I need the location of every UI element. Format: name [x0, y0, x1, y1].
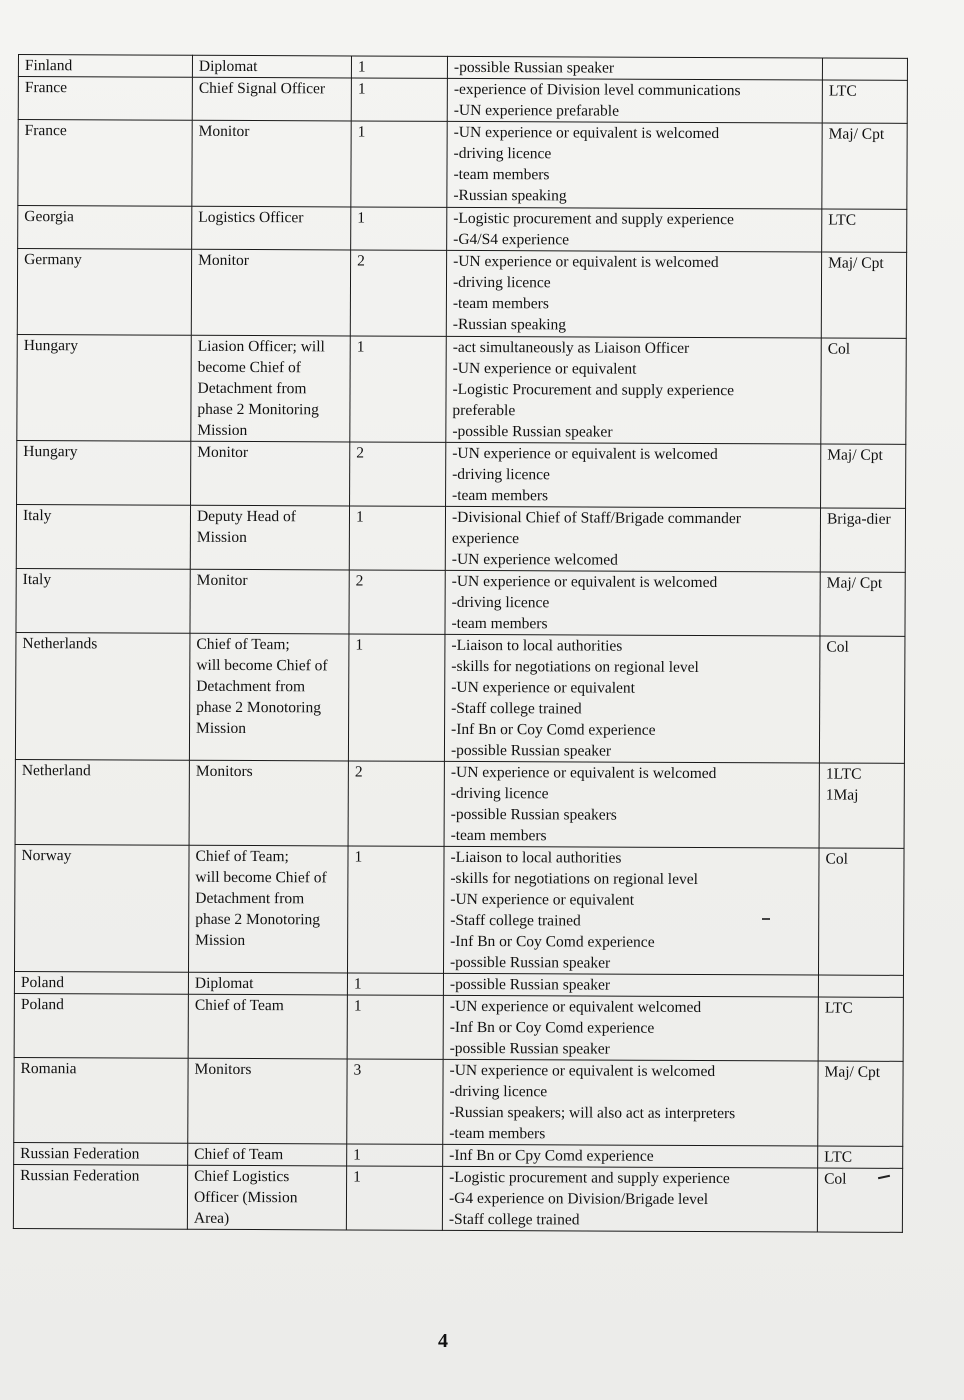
personnel-count: 1 [355, 636, 364, 654]
requirement-line: -Staff college trained [448, 1210, 580, 1229]
requirement-line: -possible Russian speaker [449, 1039, 610, 1058]
requirement-line: -UN experience or equivalent [451, 678, 636, 697]
table-row [18, 120, 907, 210]
requirement-line: experience [451, 529, 520, 548]
requirement-line: -driving licence [453, 144, 552, 163]
position-line: Mission [197, 421, 248, 440]
country-name: Poland [20, 974, 65, 992]
number-cell [347, 846, 444, 973]
staffing-table [13, 54, 908, 1233]
requirement-line: -Russian speaking [452, 315, 567, 334]
position-line: Officer (Mission [193, 1188, 298, 1207]
requirement-line: -skills for negotiations on regional level [450, 869, 698, 888]
number-cell [349, 506, 445, 570]
requirements-cell [444, 634, 820, 763]
country-name: Russian Federation [20, 1145, 140, 1163]
number-cell [351, 121, 447, 207]
rank-value: 1LTC 1Maj [825, 765, 862, 804]
requirements-cell [445, 506, 820, 572]
personnel-count: 1 [357, 209, 366, 227]
position-cell [188, 845, 348, 973]
position-cell [192, 77, 351, 121]
position-line: Chief of Team; [195, 847, 289, 866]
rank-value: Col [825, 850, 848, 868]
country-name: Netherlands [22, 635, 98, 653]
table-row [18, 206, 907, 253]
rank-value: Col [827, 340, 851, 358]
country-name: Germany [24, 251, 82, 269]
position-cell [192, 120, 351, 207]
requirements-cell [444, 761, 819, 848]
requirement-line: -G4 experience on Division/Brigade level [448, 1189, 709, 1209]
position-line: Detachment from [197, 379, 307, 398]
personnel-count: 1 [356, 338, 365, 356]
rank-cell [818, 848, 904, 975]
requirement-line: -possible Russian speakers [450, 805, 617, 824]
table-row [17, 334, 906, 444]
country-name: Hungary [23, 443, 78, 461]
rank-value: Maj/ Cpt [828, 125, 885, 143]
rank-value: LTC [824, 1148, 853, 1166]
personnel-count: 2 [357, 252, 365, 270]
number-cell [350, 250, 446, 336]
requirement-line: -possible Russian speaker [450, 741, 612, 760]
position-cell [188, 994, 347, 1059]
position-line: Chief Signal Officer [198, 79, 326, 98]
requirements-cell [443, 1144, 818, 1168]
table-row [16, 568, 905, 636]
rank-cell [821, 338, 906, 444]
country-cell [15, 632, 190, 760]
country-cell [14, 971, 188, 994]
rank-cell [819, 763, 904, 848]
requirements-cell [442, 1166, 817, 1232]
requirement-line: -driving licence [451, 593, 550, 612]
number-cell [346, 1166, 442, 1230]
position-line: Monitor [197, 443, 249, 462]
position-line: Mission [196, 719, 247, 738]
rank-value: LTC [828, 211, 857, 229]
rank-cell [819, 636, 905, 763]
position-cell [189, 760, 348, 846]
position-cell [191, 335, 350, 442]
personnel-count: 1 [357, 58, 366, 76]
number-cell [347, 995, 443, 1059]
position-line: Monitor [198, 251, 249, 270]
rank-cell [822, 58, 907, 80]
rank-cell [820, 508, 905, 572]
requirement-line: -UN experience or equivalent is welcomed [450, 763, 717, 783]
personnel-count: 2 [355, 572, 364, 590]
requirements-cell [443, 1059, 818, 1146]
number-cell [350, 336, 446, 442]
position-cell [188, 972, 347, 995]
requirements-cell [447, 121, 822, 209]
rank-cell [821, 444, 906, 508]
page-number: 4 [438, 1330, 448, 1352]
country-cell [16, 504, 190, 569]
requirement-line: -Divisional Chief of Staff/Brigade commander [451, 508, 742, 528]
rank-value: Col [826, 638, 849, 656]
requirement-line: -team members [452, 486, 549, 505]
position-line: will become Chief of [195, 868, 327, 887]
personnel-count: 1 [354, 848, 363, 866]
personnel-count: 1 [353, 1168, 361, 1186]
country-name: Finland [24, 57, 73, 75]
requirements-cell [443, 846, 819, 975]
position-cell [188, 1143, 347, 1166]
rank-cell [817, 1168, 902, 1232]
number-cell [349, 570, 445, 634]
requirements-cell [447, 56, 822, 80]
position-line: Monitors [194, 1060, 252, 1079]
position-line: Liasion Officer; will [197, 337, 325, 356]
requirements-cell [447, 207, 822, 252]
requirement-line: -Logistic procurement and supply experience [449, 1168, 730, 1188]
requirement-line: -Staff college trained [451, 699, 582, 718]
position-line: Detachment from [195, 889, 305, 908]
position-line: Diplomat [198, 57, 258, 76]
position-line: Logistics Officer [198, 208, 304, 227]
position-cell [192, 55, 351, 78]
position-line: Monitor [198, 122, 250, 141]
table-row [17, 440, 906, 508]
country-name: France [24, 122, 67, 140]
country-cell [18, 120, 192, 207]
position-line: Monitors [195, 762, 253, 781]
country-name: Netherland [21, 762, 91, 780]
position-cell [189, 633, 349, 761]
country-name: Norway [21, 847, 72, 865]
requirement-line: -Russian speaking [453, 186, 567, 205]
number-cell [348, 761, 444, 846]
personnel-count: 2 [356, 444, 365, 462]
country-cell [14, 844, 189, 972]
requirement-line: -skills for negotiations on regional level [451, 657, 699, 676]
requirement-line: -UN experience or equivalent is welcomed [452, 444, 718, 464]
position-cell [192, 206, 351, 250]
table-row [15, 759, 904, 848]
position-line: become Chief of [197, 358, 301, 377]
position-cell [190, 505, 349, 570]
requirement-line: -UN experience or equivalent is welcomed [453, 252, 719, 272]
table-row [14, 993, 903, 1061]
personnel-count: 1 [357, 80, 366, 98]
requirement-line: -Liaison to local authorities [451, 636, 623, 655]
requirement-line: -Logistic procurement and supply experience [453, 209, 734, 229]
requirement-line: -Liaison to local authorities [450, 848, 622, 867]
position-cell [188, 1058, 347, 1144]
requirement-line: -team members [451, 614, 548, 633]
rank-value: Maj/ Cpt [828, 254, 884, 272]
position-cell [191, 249, 350, 336]
country-cell [16, 568, 190, 633]
personnel-count: 1 [357, 123, 366, 141]
requirements-cell [443, 973, 818, 997]
position-line: Chief of Team; [196, 635, 290, 654]
country-name: Romania [20, 1060, 77, 1078]
requirement-line: -Inf Bn or Coy Comd experience [450, 932, 655, 951]
position-cell [191, 441, 350, 506]
requirement-line: -possible Russian speaker [450, 953, 611, 972]
personnel-count: 1 [353, 1146, 361, 1164]
personnel-count: 1 [355, 508, 364, 526]
position-line: Area) [193, 1209, 230, 1227]
number-cell [351, 56, 447, 78]
position-line: Deputy Head of [196, 507, 297, 526]
rank-value: LTC [828, 82, 857, 100]
requirement-line: -Staff college trained [450, 911, 581, 930]
personnel-count: 1 [353, 997, 362, 1015]
number-cell [350, 442, 446, 506]
country-cell [14, 1142, 188, 1165]
country-name: France [24, 79, 68, 97]
requirement-line: -possible Russian speaker [453, 58, 615, 77]
rank-cell [818, 1146, 903, 1168]
number-cell [351, 207, 447, 250]
requirement-line: -possible Russian speaker [452, 422, 613, 441]
country-cell [18, 55, 192, 78]
country-cell [17, 440, 191, 505]
requirement-line: -UN experience or equivalent is welcomed [453, 123, 720, 143]
requirement-line: -UN experience or equivalent is welcomed [449, 1061, 716, 1081]
country-cell [13, 1164, 187, 1229]
table-row [15, 632, 905, 763]
requirement-line: -act simultaneously as Liaison Officer [452, 338, 690, 357]
country-name: Italy [22, 507, 52, 525]
number-cell [351, 78, 447, 121]
requirements-cell [446, 442, 821, 508]
number-cell [347, 1059, 443, 1144]
requirement-line: -team members [452, 294, 549, 313]
personnel-count: 1 [353, 975, 362, 993]
position-line: phase 2 Monitoring [197, 400, 319, 419]
requirement-line: -G4/S4 experience [453, 230, 570, 249]
country-cell [17, 249, 191, 336]
requirement-line: preferable [452, 401, 516, 420]
requirement-line: -UN experience prefarable [453, 101, 620, 120]
position-line: Detachment from [196, 677, 306, 696]
requirement-line: -driving licence [450, 784, 549, 803]
table-row [14, 1057, 903, 1146]
country-name: Georgia [24, 208, 74, 226]
rank-value: Maj/ Cpt [827, 446, 883, 464]
requirement-line: -UN experience or equivalent is welcomed [451, 572, 718, 592]
table-row [17, 249, 906, 339]
rank-cell [822, 80, 907, 123]
position-line: Diplomat [194, 974, 254, 993]
requirements-cell [446, 336, 821, 444]
number-cell [348, 634, 445, 761]
position-cell [190, 569, 349, 634]
rank-value: LTC [824, 999, 853, 1017]
number-cell [347, 973, 443, 995]
requirement-line: -team members [449, 1124, 546, 1143]
stray-dash-mark [762, 918, 770, 920]
requirement-line: -UN experience or equivalent welcomed [449, 997, 702, 1016]
requirement-line: -Inf Bn or Coy Comd experience [451, 720, 656, 739]
country-cell [18, 206, 192, 250]
requirement-line: -driving licence [449, 1082, 548, 1101]
requirements-cell [447, 78, 822, 123]
country-cell [18, 77, 192, 121]
position-line: phase 2 Monotoring [195, 910, 321, 929]
table-row [16, 504, 905, 572]
country-name: Poland [20, 996, 64, 1014]
rank-value: Col [824, 1170, 847, 1188]
rank-cell [818, 997, 903, 1061]
position-line: Monitor [196, 571, 248, 590]
number-cell [347, 1144, 443, 1166]
country-cell [15, 759, 189, 845]
position-line: Chief Logistics [194, 1167, 290, 1186]
requirement-line: -Inf Bn or Cpy Comd experience [449, 1146, 654, 1165]
rank-cell [822, 209, 907, 252]
requirements-cell [443, 995, 818, 1061]
requirement-line: -Inf Bn or Coy Comd experience [449, 1018, 655, 1037]
position-line: Mission [196, 528, 247, 547]
requirement-line: -Logistic Procurement and supply experience [452, 380, 735, 400]
position-cell [187, 1165, 346, 1230]
position-line: Chief of Team [194, 996, 284, 1015]
requirement-line: -UN experience or equivalent [452, 359, 637, 378]
requirements-cell [445, 570, 820, 636]
position-line: Mission [195, 931, 246, 949]
rank-cell [820, 572, 905, 636]
personnel-count: 3 [353, 1061, 362, 1079]
requirement-line: -team members [453, 165, 550, 184]
rank-cell [818, 975, 903, 997]
staffing-table-body [13, 55, 907, 1233]
requirement-line: -team members [450, 826, 547, 845]
requirement-line: -driving licence [452, 465, 550, 484]
country-name: Hungary [23, 337, 79, 355]
requirement-line: -UN experience or equivalent [450, 890, 635, 909]
rank-cell [821, 252, 906, 338]
rank-value: Briga-dier [826, 510, 891, 528]
requirements-cell [446, 250, 821, 338]
requirement-line: -driving licence [452, 273, 551, 292]
rank-cell [818, 1061, 903, 1146]
country-cell [14, 1057, 188, 1143]
country-cell [14, 993, 188, 1058]
table-row [13, 1164, 902, 1232]
requirement-line: -experience of Division level communications [453, 80, 741, 100]
country-name: Russian Federation [20, 1167, 140, 1185]
personnel-count: 2 [354, 763, 363, 781]
requirement-line: -Russian speakers; will also act as interpreters [449, 1103, 736, 1123]
rank-value: Maj/ Cpt [826, 574, 883, 592]
position-line: will become Chief of [196, 656, 328, 675]
country-name: Italy [22, 571, 52, 589]
rank-value: Maj/ Cpt [824, 1063, 881, 1081]
rank-cell [822, 123, 907, 209]
position-line: phase 2 Monotoring [196, 698, 322, 717]
country-cell [17, 334, 191, 441]
requirement-line: -UN experience welcomed [451, 550, 618, 569]
position-line: Chief of Team [194, 1145, 284, 1164]
table-row [14, 844, 904, 975]
table-row [18, 77, 907, 124]
requirement-line: -possible Russian speaker [449, 975, 611, 994]
